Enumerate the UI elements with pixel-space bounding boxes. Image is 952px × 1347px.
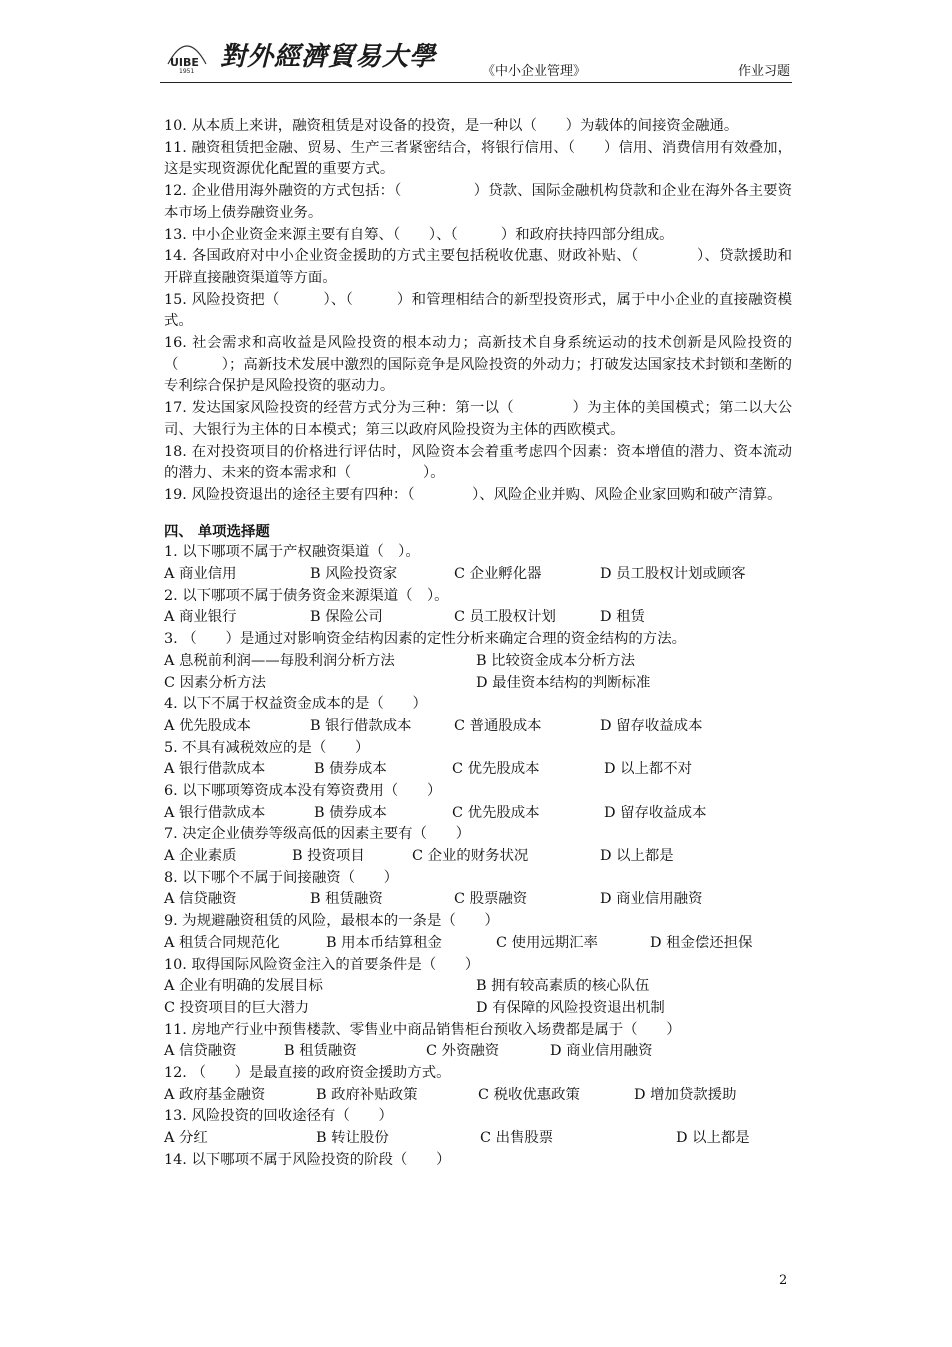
- page-body: [164, 116, 792, 1172]
- question-stem: 8. 以下哪个不属于间接融资（ ）: [164, 869, 399, 886]
- option-row: [164, 1128, 792, 1150]
- option-row: [164, 933, 792, 955]
- option-text: A 信贷融资: [164, 891, 237, 908]
- option-row: [164, 998, 792, 1020]
- document-type: 作业习题: [737, 64, 790, 79]
- question-stem: 7. 决定企业债券等级高低的因素主要有（ ）: [164, 826, 471, 843]
- option-text: A 信贷融资: [164, 1043, 237, 1060]
- option-row: [164, 846, 792, 868]
- option-text: B 银行借款成本: [310, 717, 412, 734]
- section-title: 四、 单项选择题: [164, 522, 270, 540]
- option-text: D 留存收益成本: [604, 804, 707, 821]
- option-text: B 保险公司: [310, 609, 383, 626]
- option-text: C 股票融资: [454, 891, 528, 908]
- fill-blank-item: 19. 风险投资退出的途径主要有四种：（ ）、风险企业并购、风险企业家回购和破产清算。: [164, 486, 782, 503]
- option-text: D 员工股权计划或顾客: [600, 566, 746, 583]
- option-text: C 投资项目的巨大潜力: [164, 999, 310, 1016]
- option-text: C 优先股成本: [452, 761, 540, 778]
- option-text: A 租赁合同规范化: [164, 934, 280, 951]
- option-text: B 转让股份: [316, 1130, 389, 1147]
- option-text: D 以上都不对: [604, 761, 693, 778]
- page-header: [160, 30, 792, 83]
- option-text: A 商业银行: [164, 609, 237, 626]
- option-text: C 企业的财务状况: [412, 848, 529, 865]
- option-text: C 企业孵化器: [454, 566, 542, 583]
- option-text: B 政府补贴政策: [316, 1086, 418, 1103]
- question-stem: 14. 以下哪项不属于风险投资的阶段（ ）: [164, 1151, 451, 1168]
- option-text: B 投资项目: [292, 848, 365, 865]
- option-text: A 分红: [164, 1130, 208, 1147]
- option-row: [164, 759, 792, 781]
- option-text: D 商业信用融资: [550, 1043, 653, 1060]
- fill-blank-item: 12. 企业借用海外融资的方式包括：（ ）贷款、国际金融机构贷款和企业在海外各主要资本市场上债券融资业务。: [164, 183, 792, 221]
- option-text: A 商业信用: [164, 566, 237, 583]
- question-stem: 3. （ ）是通过对影响资金结构因素的定性分析来确定合理的资金结构的方法。: [164, 631, 686, 648]
- option-text: D 租金偿还担保: [650, 934, 753, 951]
- option-row: [164, 976, 792, 998]
- option-text: B 拥有较高素质的核心队伍: [476, 978, 650, 995]
- option-text: B 风险投资家: [310, 566, 398, 583]
- option-row: [164, 803, 792, 825]
- fill-blank-item: 15. 风险投资把（ ）、（ ）和管理相结合的新型投资形式，属于中小企业的直接融资模式。: [164, 291, 792, 330]
- fill-blank-item: 18. 在对投资项目的价格进行评估时，风险资本会着重考虑四个因素：资本增值的潜力、资本流动的潜力、未来的资本需求和（ ）。: [164, 443, 792, 482]
- option-text: B 比较资金成本分析方法: [476, 652, 636, 669]
- option-row: [164, 716, 792, 738]
- option-text: A 优先股成本: [164, 717, 251, 734]
- option-text: D 租赁: [600, 609, 645, 626]
- university-name: 對外經濟貿易大學: [220, 42, 437, 72]
- option-text: C 优先股成本: [452, 804, 540, 821]
- question-stem: 6. 以下哪项筹资成本没有筹资费用（ ）: [164, 783, 442, 799]
- option-text: C 员工股权计划: [454, 609, 556, 626]
- option-row: [164, 889, 792, 911]
- question-stem: 13. 风险投资的回收途径有（ ）: [164, 1108, 393, 1125]
- option-row: [164, 673, 792, 695]
- fill-in-blank-list: [164, 116, 792, 507]
- option-text: C 外资融资: [426, 1043, 500, 1060]
- option-text: B 租赁融资: [310, 891, 383, 908]
- question-stem: 2. 以下哪项不属于债务资金来源渠道（ ）。: [164, 587, 449, 604]
- option-text: A 企业素质: [164, 848, 237, 865]
- question-stem: 1. 以下哪项不属于产权融资渠道（ ）。: [164, 544, 420, 561]
- option-text: C 因素分析方法: [164, 674, 266, 691]
- option-text: B 租赁融资: [284, 1043, 357, 1060]
- option-text: A 企业有明确的发展目标: [164, 978, 323, 995]
- option-text: C 普通股成本: [454, 717, 542, 734]
- question-stem: 10. 取得国际风险资金注入的首要条件是（ ）: [164, 956, 480, 973]
- question-stem: 5. 不具有减税效应的是（ ）: [164, 739, 370, 756]
- option-text: D 增加贷款援助: [634, 1086, 737, 1103]
- option-row: [164, 564, 792, 586]
- option-text: B 债券成本: [314, 761, 387, 778]
- option-text: D 以上都是: [600, 848, 674, 865]
- fill-blank-item: 14. 各国政府对中小企业资金援助的方式主要包括税收优惠、财政补贴、（ ）、贷款援助和开辟直接融资渠道等方面。: [164, 248, 792, 286]
- fill-blank-item: 17. 发达国家风险投资的经营方式分为三种：第一以（ ）为主体的美国模式；第二以大公司、大银行为主体的日本模式；第三以政府风险投资为主体的西欧模式。: [164, 400, 792, 438]
- option-text: D 有保障的风险投资退出机制: [476, 999, 665, 1016]
- option-text: C 出售股票: [480, 1130, 554, 1147]
- question-stem: 4. 以下不属于权益资金成本的是（ ）: [164, 696, 427, 713]
- option-text: D 留存收益成本: [600, 717, 703, 734]
- fill-blank-item: 11. 融资租赁把金融、贸易、生产三者紧密结合，将银行信用、（ ）信用、消费信用有效叠加，这是实现资源优化配置的重要方式。: [164, 139, 792, 178]
- question-stem: 11. 房地产行业中预售楼款、零售业中商品销售柜台预收入场费都是属于（ ）: [164, 1021, 681, 1038]
- question-stem: 9. 为规避融资租赁的风险，最根本的一条是（ ）: [164, 913, 499, 930]
- option-text: B 债券成本: [314, 804, 387, 821]
- option-text: A 政府基金融资: [164, 1086, 266, 1103]
- option-text: A 银行借款成本: [164, 804, 266, 821]
- university-logo-icon: [162, 34, 212, 74]
- option-row: [164, 1085, 792, 1107]
- fill-blank-item: 16. 社会需求和高收益是风险投资的根本动力；高新技术自身系统运动的技术创新是风险投资的（ ）；高新技术发展中激烈的国际竞争是风险投资的外动力；打破发达国家技术封锁和垄断的专利综合保护是风险投资的驱动力。: [164, 335, 792, 395]
- option-text: A 银行借款成本: [164, 761, 266, 778]
- multiple-choice-list: [164, 542, 792, 1171]
- option-row: [164, 607, 792, 629]
- option-text: A 息税前利润——每股利润分析方法: [164, 652, 395, 669]
- option-text: B 用本币结算租金: [326, 934, 442, 951]
- option-row: [164, 651, 792, 673]
- question-stem: 12. （ ）是最直接的政府资金援助方式。: [164, 1065, 451, 1082]
- option-text: C 使用远期汇率: [496, 934, 598, 951]
- svg-text:UIBE: UIBE: [170, 56, 199, 69]
- option-text: D 最佳资本结构的判断标准: [476, 674, 651, 691]
- option-text: D 商业信用融资: [600, 891, 703, 908]
- fill-blank-item: 13. 中小企业资金来源主要有自筹、（ ）、（ ）和政府扶持四部分组成。: [164, 226, 674, 243]
- option-row: [164, 1041, 792, 1063]
- option-text: D 以上都是: [676, 1130, 750, 1147]
- page-number: 2: [779, 1273, 788, 1288]
- fill-blank-item: 10. 从本质上来讲，融资租赁是对设备的投资，是一种以（ ）为载体的间接资金融通。: [164, 118, 739, 134]
- course-title: 《中小企业管理》: [482, 64, 587, 79]
- svg-text:1951: 1951: [179, 68, 195, 74]
- option-text: C 税收优惠政策: [478, 1086, 580, 1103]
